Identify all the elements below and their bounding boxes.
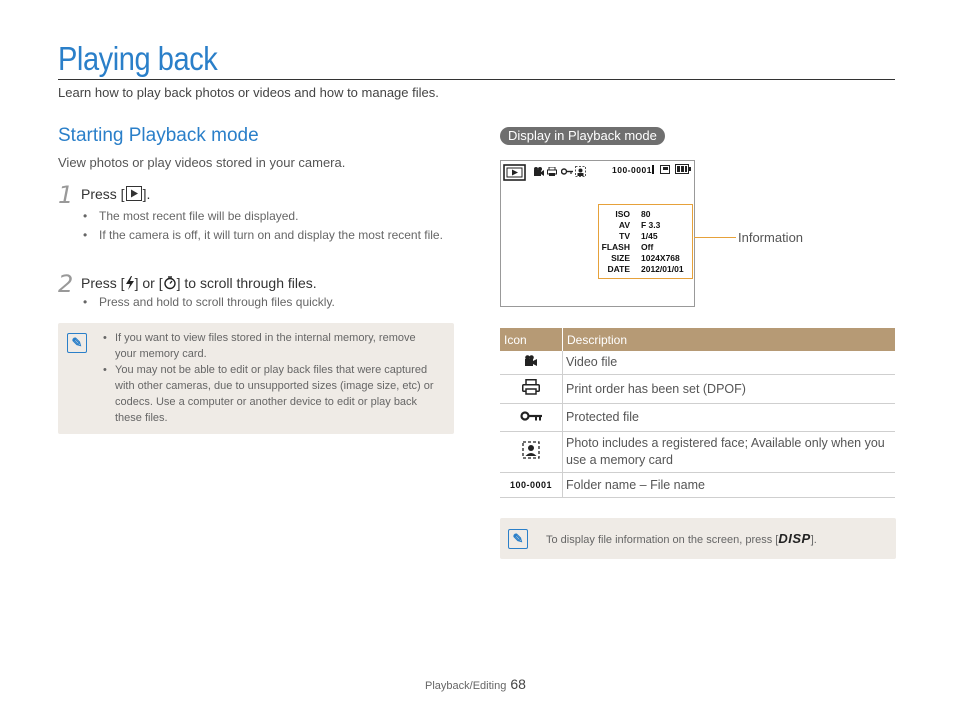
note-icon: ✎: [67, 333, 87, 353]
row-description: Video file: [563, 351, 896, 375]
video-file-icon: [534, 167, 544, 176]
memory-card-icon: [660, 165, 672, 174]
icon-description-table: [500, 328, 895, 498]
page-number: 68: [510, 676, 526, 692]
display-note-text: To display file information on the screen, press [DISP].: [546, 531, 817, 546]
step-1-text: Press [ ].: [81, 186, 151, 202]
table-row: [500, 473, 895, 498]
table-row: [500, 432, 895, 473]
playback-mode-icon: [503, 164, 527, 182]
table-row: [500, 404, 895, 432]
section-title: Starting Playback mode: [58, 125, 259, 146]
protected-key-icon: [561, 167, 573, 176]
callout-line: [694, 237, 736, 238]
note-box: [58, 323, 454, 434]
list-item: • The most recent file will be displayed.: [83, 209, 299, 223]
table-header-row: [500, 328, 895, 351]
page-title: Playing back: [58, 40, 218, 77]
protected-key-icon: [520, 411, 542, 421]
table-row: [500, 375, 895, 404]
information-panel: ISO 80 AV F 3.3 TV 1/45 FLASH Off SIZE 1024X768 DATE 2012/01/01: [598, 204, 693, 279]
print-order-icon: [522, 379, 540, 395]
row-description: Folder name – File name: [563, 473, 896, 498]
list-item: • If you want to view files stored in the internal memory, remove your memory card.: [103, 332, 416, 360]
playback-icon: [126, 186, 142, 201]
section-subtitle: View photos or play videos stored in your camera.: [58, 155, 346, 170]
list-item: • Press and hold to scroll through files quickly.: [83, 295, 335, 309]
page-footer: [425, 676, 526, 692]
step-number-1: 1: [58, 181, 74, 209]
row-description: Photo includes a registered face; Available only when you use a memory card: [563, 432, 896, 473]
disp-key: DISP: [778, 531, 811, 546]
note-icon: ✎: [508, 529, 528, 549]
battery-icon: [675, 164, 691, 174]
display-note-box: [500, 518, 896, 559]
print-order-icon: [547, 167, 557, 176]
flash-icon: [125, 276, 135, 290]
column-header-description: Description: [563, 328, 896, 351]
row-description: Protected file: [563, 404, 896, 432]
step-2-text: Press [ ] or [ ] to scroll through files.: [81, 275, 317, 291]
display-section-label: Display in Playback mode: [500, 127, 665, 145]
video-file-icon: [525, 355, 537, 366]
footer-section-name: Playback/Editing: [425, 680, 507, 692]
registered-face-icon: [575, 166, 586, 177]
page-intro: Learn how to play back photos or videos and how to manage files.: [58, 85, 439, 100]
row-description: Print order has been set (DPOF): [563, 375, 896, 404]
folder-file-name: 100-0001: [509, 480, 553, 490]
step-number-2: 2: [58, 270, 74, 298]
column-header-icon: Icon: [500, 328, 563, 351]
list-item: • You may not be able to edit or play back files that were captured with other cameras, due to unsupported sizes (image size, etc) or codecs. Use a computer or another device to edit or play back these files.: [103, 364, 434, 424]
timer-icon: [163, 276, 177, 290]
title-divider: [58, 79, 895, 80]
divider: [652, 165, 654, 174]
registered-face-icon: [522, 441, 540, 459]
table-row: [500, 351, 895, 375]
information-callout-label: Information: [738, 230, 804, 245]
folder-file-name: 100-0001: [612, 165, 652, 175]
list-item: • If the camera is off, it will turn on and display the most recent file.: [83, 228, 443, 242]
